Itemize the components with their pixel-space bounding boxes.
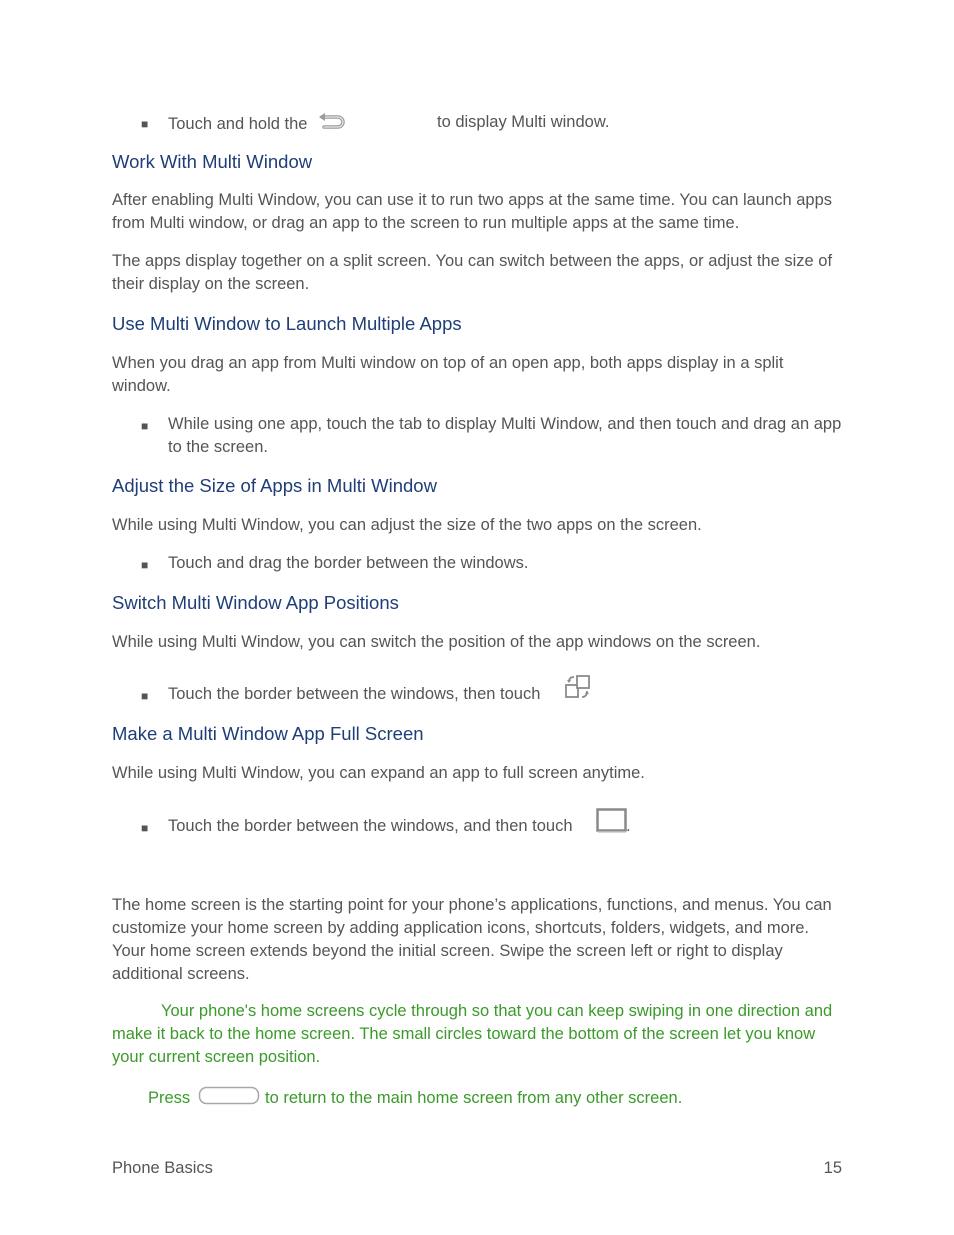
- bullet-marker: ■: [141, 821, 149, 835]
- footer-section-title: Phone Basics: [112, 1159, 213, 1177]
- paragraph-launch-1: When you drag an app from Multi window on top of an open app, both apps display in a split window.: [112, 354, 784, 395]
- paragraph-work-2: The apps display together on a split screen. You can switch between the apps, or adjust the size of their display on the screen.: [112, 252, 833, 293]
- heading-launch-multiple-apps: Use Multi Window to Launch Multiple Apps: [112, 313, 462, 334]
- tip-press-home-after: to return to the main home screen from any other screen.: [265, 1089, 683, 1107]
- heading-full-screen: Make a Multi Window App Full Screen: [112, 723, 424, 744]
- bullet-marker: ■: [141, 419, 149, 433]
- bullet-marker: ■: [141, 117, 149, 131]
- intro-bullet-text-before: Touch and hold the: [168, 114, 308, 133]
- home-key-icon: [198, 1086, 260, 1111]
- paragraph-switch-1: While using Multi Window, you can switch the position of the app windows on the screen.: [112, 633, 761, 651]
- bullet-full: Touch the border between the windows, and then touch: [168, 817, 573, 835]
- bullet-switch: Touch the border between the windows, then touch: [168, 685, 541, 703]
- back-key-icon: [316, 111, 346, 138]
- bullet-marker: ■: [141, 689, 149, 703]
- heading-adjust-size: Adjust the Size of Apps in Multi Window: [112, 475, 437, 496]
- full-screen-icon: [596, 808, 628, 839]
- bullet-adjust: Touch and drag the border between the windows.: [168, 554, 529, 572]
- paragraph-home-screen: The home screen is the starting point for your phone’s applications, functions, and menus. You can customize your home screen by adding application icons, shortcuts, folders, widgets, and more. Your home screen extends beyond the initial screen. Swipe the screen left or right to display additional screens.: [112, 896, 832, 983]
- bullet-launch: While using one app, touch the tab to display Multi Window, and then touch and drag an app to the screen.: [168, 415, 842, 456]
- heading-switch-positions: Switch Multi Window App Positions: [112, 592, 399, 613]
- heading-work-with-multi-window: Work With Multi Window: [112, 151, 313, 172]
- bullet-full-end: .: [626, 817, 631, 835]
- tip-press-home-before: Press: [148, 1089, 191, 1107]
- paragraph-full-1: While using Multi Window, you can expand an app to full screen anytime.: [112, 764, 645, 782]
- paragraph-work-1: After enabling Multi Window, you can use it to run two apps at the same time. You can launch apps from Multi window, or drag an app to the screen to run multiple apps at the same time.: [112, 191, 833, 232]
- bullet-marker: ■: [141, 558, 149, 572]
- footer-page-number: 15: [823, 1159, 842, 1177]
- intro-bullet-text-after: to display Multi window.: [437, 113, 610, 131]
- intro-bullet: [168, 111, 346, 138]
- tip-home-screen-cycle: Your phone's home screens cycle through so that you can keep swiping in one direction and make it back to the home screen. The small circles toward the bottom of the screen let you know your current screen position.: [112, 1002, 833, 1066]
- switch-windows-icon: [563, 672, 593, 707]
- paragraph-adjust-1: While using Multi Window, you can adjust the size of the two apps on the screen.: [112, 516, 702, 534]
